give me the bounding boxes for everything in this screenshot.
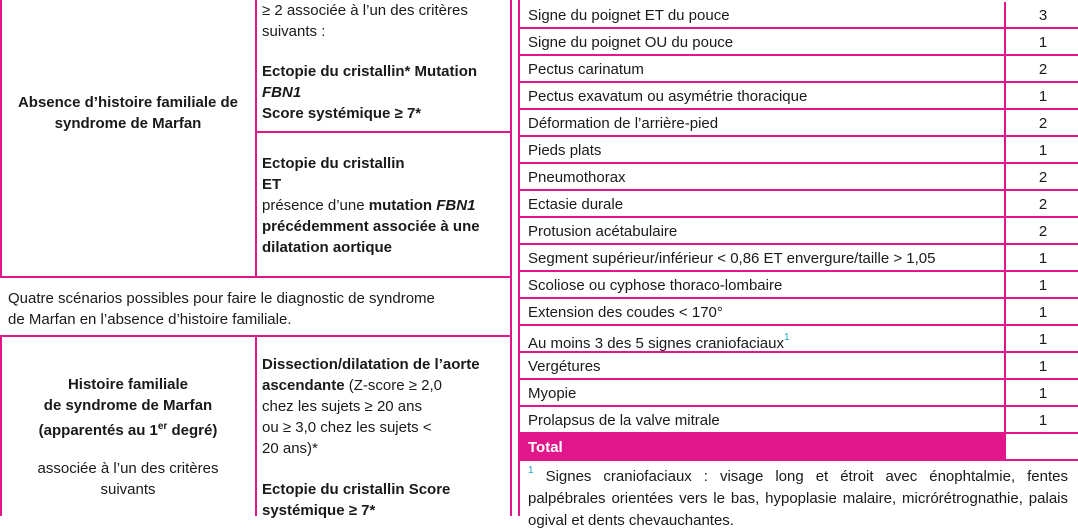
points-value: 2 [1038, 115, 1048, 132]
table-row [520, 110, 1078, 137]
points-value: 2 [1038, 223, 1048, 240]
sign-label: Myopie [528, 385, 577, 402]
footnote-text: Signes craniofaciaux : visage long et étroit avec énophtalmie, fentes palpébrales orientées vers le bas, hypoplasie malaire, micrórétrognathie, palais ogival et dents chevauchantes. [528, 468, 1068, 529]
border [510, 0, 512, 516]
footnote [528, 462, 1068, 532]
points-value: 1 [1038, 331, 1048, 348]
sign-label: Signe du poignet OU du pouce [528, 34, 734, 51]
points-value: 1 [1038, 385, 1048, 402]
sign-label: Segment supérieur/inférieur < 0,86 ET envergure/taille > 1,05 [528, 250, 936, 267]
table-row [520, 326, 1078, 353]
points-value: 1 [1038, 412, 1048, 429]
points-value: 1 [1038, 277, 1048, 294]
total-label: Total [528, 439, 563, 456]
table-row [520, 29, 1078, 56]
border [255, 337, 257, 516]
table-row [520, 83, 1078, 110]
sign-label: Scoliose ou cyphose thoraco-lombaire [528, 277, 783, 294]
table-row [520, 353, 1078, 380]
table-row [520, 272, 1078, 299]
points-value: 2 [1038, 169, 1048, 186]
criteria-intro-text: ≥ 2 associée à l’un des critères suivants : [262, 2, 468, 40]
sign-label: Pieds plats [528, 142, 602, 159]
sign-label: Pneumothorax [528, 169, 626, 186]
border [0, 276, 512, 278]
points-value: 1 [1038, 34, 1048, 51]
points-value: 2 [1038, 61, 1048, 78]
points-value: 1 [1038, 304, 1048, 321]
table-row [520, 2, 1078, 29]
family-history-label: Histoire familiale de syndrome de Marfan (apparentés au 1er degré) associée à l’un des critères suivants [37, 376, 219, 498]
systemic-score-table [520, 0, 1078, 461]
table-row [520, 245, 1078, 272]
table-row [520, 137, 1078, 164]
sign-label: Protusion acétabulaire [528, 223, 678, 240]
border [255, 0, 257, 278]
points-value: 2 [1038, 196, 1048, 213]
table-row [520, 56, 1078, 83]
table-row [520, 299, 1078, 326]
no-family-history-label: Absence d’histoire familiale de syndrome de Marfan [17, 94, 239, 132]
table-row [520, 218, 1078, 245]
sign-label: Ectasie durale [528, 196, 624, 213]
scenarios-text: Quatre scénarios possibles pour faire le diagnostic de syndrome de Marfan en l’absence d’histoire familiale. [8, 290, 435, 328]
sign-label: Pectus exavatum ou asymétrie thoracique [528, 88, 808, 105]
table-row [520, 380, 1078, 407]
sign-label: Prolapsus de la valve mitrale [528, 412, 720, 429]
sign-label: Extension des coudes < 170° [528, 304, 723, 321]
points-value: 3 [1038, 7, 1048, 24]
border [255, 131, 512, 133]
sign-label: Pectus carinatum [528, 61, 644, 78]
border [0, 0, 2, 278]
criterion-ectopie-score: Ectopie du cristallin Score systémique ≥ 7* [262, 481, 451, 519]
criterion-aortic-dilatation: Dissection/dilatation de l’aorte ascendante (Z-score ≥ 2,0 chez les sujets ≥ 20 ans ou ≥ 3,0 chez les sujets < 20 ans)* [262, 356, 480, 457]
sign-label: Vergétures [528, 358, 601, 375]
sign-label: Déformation de l’arrière-pied [528, 115, 719, 132]
border [0, 335, 512, 337]
table-row [520, 164, 1078, 191]
points-value: 1 [1038, 142, 1048, 159]
points-value: 1 [1038, 88, 1048, 105]
border [0, 337, 2, 516]
sign-label: Signe du poignet ET du pouce [528, 7, 730, 24]
points-value: 1 [1038, 250, 1048, 267]
footnote-mark: 1 [528, 465, 534, 476]
criterion-ectopie-fbn1: Ectopie du cristallin ET présence d’une mutation FBN1 précédemment associée à une dilatation aortique [262, 155, 480, 256]
total-value-cell [1006, 434, 1078, 459]
sign-label: Au moins 3 des 5 signes craniofaciaux$^1$ [528, 332, 790, 352]
table-row [520, 407, 1078, 434]
table-row [520, 191, 1078, 218]
total-row [520, 434, 1078, 461]
criterion-ectopie-mutation: Ectopie du cristallin* Mutation FBN1 Score systémique ≥ 7* [262, 63, 478, 122]
points-value: 1 [1038, 358, 1048, 375]
footnote-ref: 1 [783, 332, 790, 343]
